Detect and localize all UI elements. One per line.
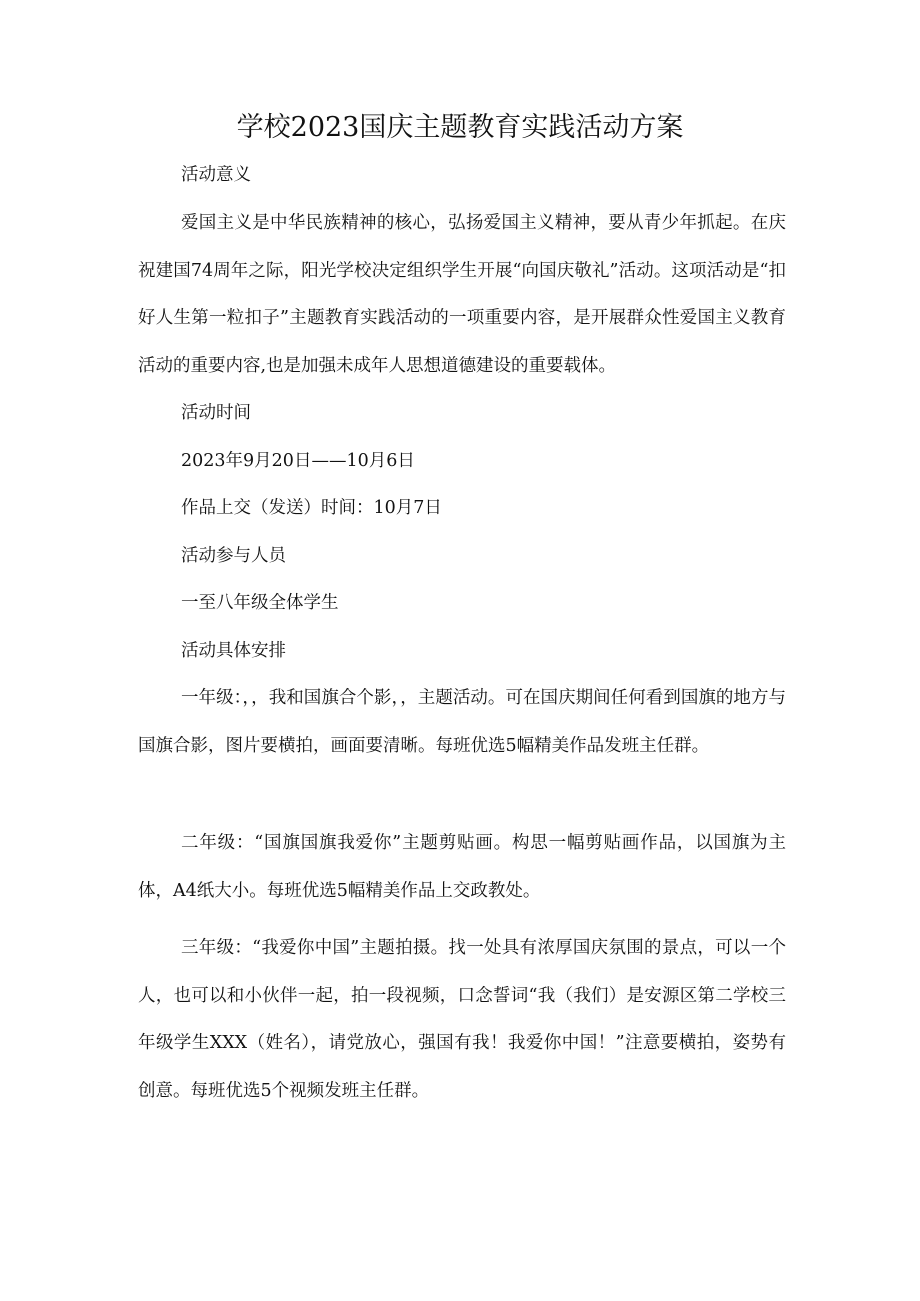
grade3-paragraph: 三年级：“我爱你中国”主题拍摄。找一处具有浓厚国庆氛围的景点，可以一个人，也可以和小伙伴一起，拍一段视频，口念誓词“我（我们）是安源区第二学校三年级学生XXX（姓名），请党放心，强国有我！我爱你中国！”注意要横拍，姿势有创意。每班优选5个视频发班主任群。	[138, 938, 786, 1101]
document-title: 学校2023国庆主题教育实践活动方案	[236, 112, 684, 143]
heading-arrangement: 活动具体安排	[181, 641, 286, 661]
grade2-paragraph: 二年级：“国旗国旗我爱你”主题剪贴画。构思一幅剪贴画作品，以国旗为主体，A4纸大小。每班优选5幅精美作品上交政教处。	[138, 833, 786, 901]
grade1-paragraph: 一年级：，，我和国旗合个影，，主题活动。可在国庆期间任何看到国旗的地方与国旗合影，图片要横拍，画面要清晰。每班优选5幅精美作品发班主任群。	[138, 688, 786, 756]
heading-time: 活动时间	[181, 403, 251, 423]
significance-paragraph: 爱国主义是中华民族精神的核心，弘扬爱国主义精神，要从青少年抓起。在庆祝建国74周年之际，阳光学校决定组织学生开展“向国庆敬礼”活动。这项活动是“扣好人生第一粒扣子”主题教育实践活动的一项重要内容，是开展群众性爱国主义教育活动的重要内容,也是加强未成年人思想道德建设的重要载体。	[138, 213, 786, 376]
time-range: 2023年9月20日——10月6日	[181, 451, 415, 471]
heading-significance: 活动意义	[181, 165, 251, 185]
submission-time: 作品上交（发送）时间：10月7日	[181, 498, 442, 518]
participants: 一至八年级全体学生	[181, 593, 339, 613]
heading-participants: 活动参与人员	[181, 546, 286, 566]
